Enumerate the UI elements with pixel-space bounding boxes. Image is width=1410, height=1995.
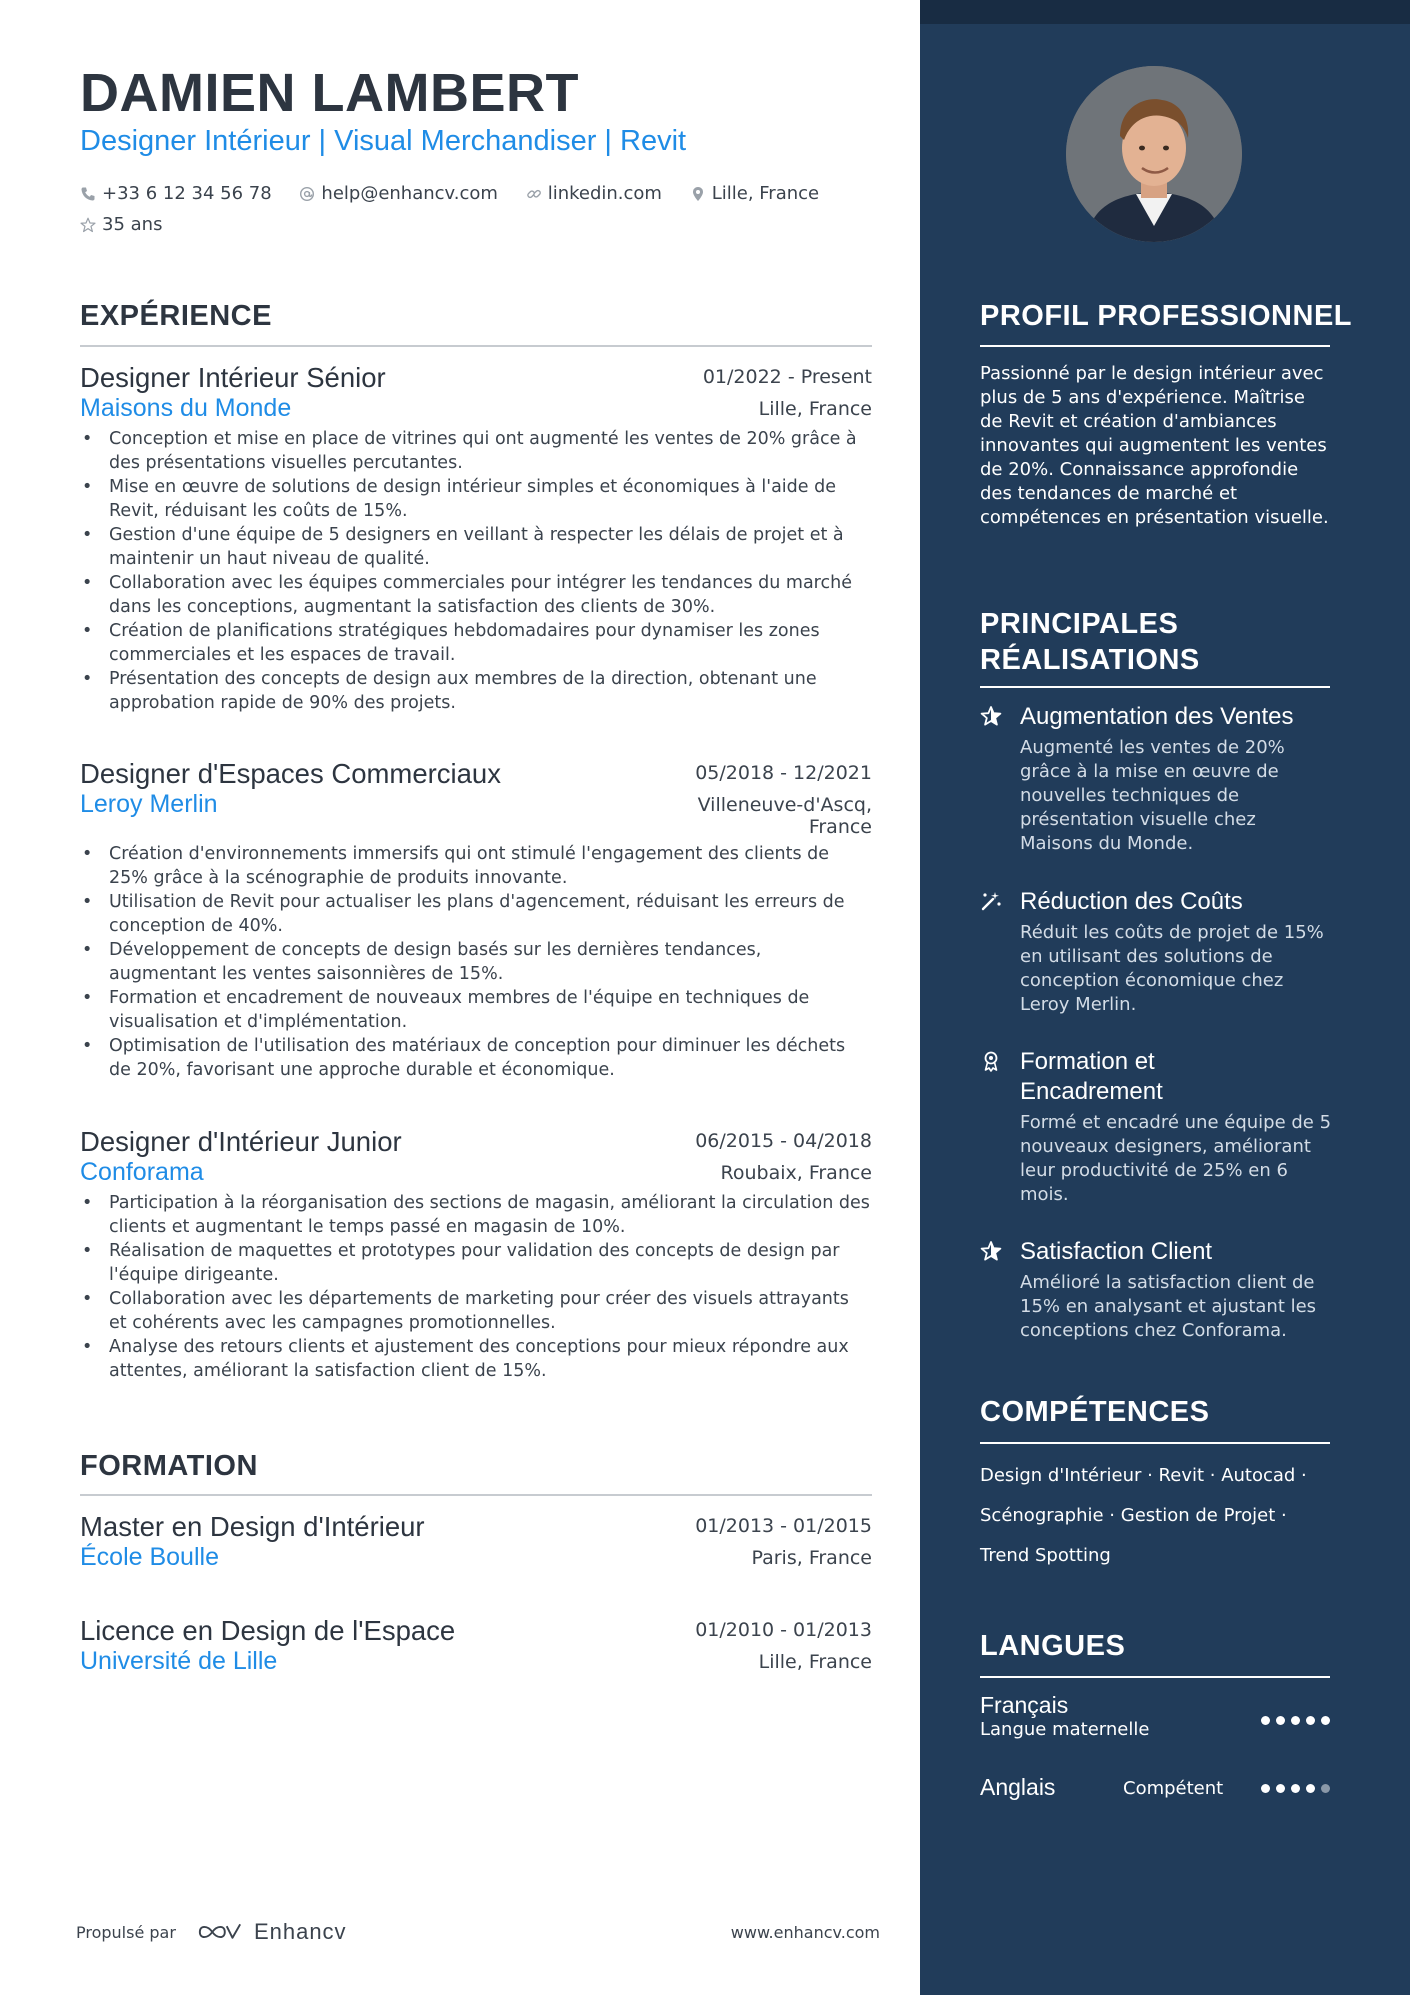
award-ribbon-icon [980, 1050, 1002, 1072]
phone-icon [80, 186, 96, 202]
languages-section-title: LANGUES [980, 1630, 1126, 1662]
powered-by[interactable] [76, 1919, 347, 1945]
rating-dot-empty [1321, 1784, 1330, 1793]
bullet: • Présentation des concepts de design aux membres de la direction, obtenant une approbation rapide de 90% des projets. [80, 667, 872, 715]
job-dates: 06/2015 - 04/2018 [695, 1130, 872, 1152]
bullet: • Développement de concepts de design basés sur les dernières tendances, augmentant les ventes saisonnières de 15%. [80, 938, 872, 986]
linkedin-text: linkedin.com [547, 183, 662, 204]
language-name: Français [980, 1692, 1069, 1718]
job-title: Designer d'Espaces Commerciaux [80, 758, 501, 789]
school-location: Lille, France [758, 1651, 872, 1673]
rating-dot-filled [1276, 1716, 1285, 1725]
achievement-item [980, 1237, 1332, 1343]
contact-linkedin[interactable] [526, 180, 662, 208]
bullet: • Mise en œuvre de solutions de design intérieur simples et économiques à l'aide de Revit, réduisant les coûts de 15%. [80, 475, 872, 523]
profile-summary: Passionné par le design intérieur avec plus de 5 ans d'expérience. Maîtrise de Revit et création d'ambiances innovantes qui augmentent les ventes de 20%. Connaissance approfondie des tendances de marché et compétences en présentation visuelle. [980, 363, 1329, 528]
experience-entry [80, 758, 872, 1082]
education-entry [80, 1511, 872, 1572]
rating-dot-filled [1306, 1716, 1315, 1725]
location-text: Lille, France [711, 183, 820, 204]
sidebar-top-bar [920, 0, 1410, 24]
achievements-section-title [980, 606, 1200, 678]
achievement-item [980, 702, 1332, 856]
achievement-title: Augmentation des Ventes [1020, 703, 1294, 730]
star-icon [980, 1240, 1002, 1262]
bullet: • Optimisation de l'utilisation des matériaux de conception pour diminuer les déchets de 20%, favorisant une approche durable et économique. [80, 1034, 872, 1082]
location-pin-icon [690, 186, 706, 202]
achievement-desc: Formé et encadré une équipe de 5 nouveaux designers, améliorant leur productivité de 25% en 6 mois. [1020, 1112, 1332, 1205]
company-name[interactable]: Leroy Merlin [80, 790, 218, 818]
skills-line: Trend Spotting [980, 1545, 1111, 1566]
phone-text: +33 6 12 34 56 78 [102, 183, 272, 204]
brand-name: Enhancv [253, 1919, 347, 1944]
degree-dates: 01/2013 - 01/2015 [695, 1515, 872, 1537]
bullet: • Utilisation de Revit pour actualiser les plans d'agencement, réduisant les erreurs de conception de 40%. [80, 890, 872, 938]
portrait-image [1066, 66, 1242, 242]
education-divider [80, 1494, 872, 1496]
achievement-item [980, 887, 1332, 1017]
contact-info [80, 180, 900, 242]
at-icon [299, 186, 315, 202]
job-location: Roubaix, France [720, 1162, 872, 1184]
link-icon [526, 186, 542, 202]
achievement-title-line2: Encadrement [1020, 1078, 1163, 1105]
powered-by-label: Propulsé par [76, 1922, 176, 1942]
experience-entry [80, 362, 872, 715]
education-section-title: FORMATION [80, 1450, 258, 1482]
company-name[interactable]: Maisons du Monde [80, 394, 292, 422]
contact-phone[interactable] [80, 180, 272, 208]
job-dates: 01/2022 - Present [702, 366, 872, 388]
rating-dot-filled [1321, 1716, 1330, 1725]
job-location-line2: France [808, 816, 872, 838]
age-text: 35 ans [102, 214, 163, 235]
star-icon [980, 705, 1002, 727]
achievement-desc: Réduit les coûts de projet de 15% en utilisant des solutions de conception économique chez Leroy Merlin. [1020, 922, 1324, 1015]
language-name: Anglais [980, 1774, 1056, 1800]
achievement-title [1020, 1047, 1332, 1107]
bullet: • Gestion d'une équipe de 5 designers en veillant à respecter les délais de projet et à maintenir un haut niveau de qualité. [80, 523, 872, 571]
rating-dot-filled [1291, 1716, 1300, 1725]
job-bullets [80, 842, 872, 1082]
rating-dot-filled [1291, 1784, 1300, 1793]
degree-dates: 01/2010 - 01/2013 [695, 1619, 872, 1641]
headline: Designer Intérieur | Visual Merchandiser | Revit [80, 125, 687, 157]
bullet: • Réalisation de maquettes et prototypes pour validation des concepts de design par l'équipe dirigeante. [80, 1239, 872, 1287]
achievement-desc: Amélioré la satisfaction client de 15% en analysant et ajustant les conceptions chez Conforama. [1020, 1272, 1317, 1341]
footer [76, 1912, 880, 1952]
school-location: Paris, France [751, 1547, 872, 1569]
job-title: Designer Intérieur Sénior [80, 362, 386, 393]
job-location: Lille, France [758, 398, 872, 420]
achievements-title-line2: RÉALISATIONS [980, 644, 1200, 676]
skills-section-title: COMPÉTENCES [980, 1396, 1210, 1428]
candidate-name: DAMIEN LAMBERT [80, 63, 579, 123]
languages-divider [980, 1676, 1330, 1678]
company-name[interactable]: Conforama [80, 1158, 204, 1186]
achievement-title: Réduction des Coûts [1020, 888, 1243, 915]
profile-divider [980, 345, 1330, 347]
education-entry [80, 1615, 872, 1676]
rating-dot-filled [1261, 1784, 1270, 1793]
experience-entry [80, 1126, 872, 1383]
achievements-title-line1: PRINCIPALES [980, 608, 1179, 640]
website-link[interactable]: www.enhancv.com [730, 1922, 880, 1942]
profile-section-title: PROFIL PROFESSIONNEL [980, 300, 1353, 332]
school-name[interactable]: Université de Lille [80, 1647, 278, 1675]
skills-divider [980, 1442, 1330, 1444]
profile-photo [1066, 66, 1242, 242]
bullet: • Création de planifications stratégiques hebdomadaires pour dynamiser les zones commerciales et les espaces de travail. [80, 619, 872, 667]
rating-dot-filled [1261, 1716, 1270, 1725]
bullet: • Collaboration avec les départements de marketing pour créer des visuels attrayants et cohérents avec les campagnes promotionnelles. [80, 1287, 872, 1335]
job-bullets [80, 427, 872, 715]
language-item [980, 1774, 1330, 1810]
school-name[interactable]: École Boulle [80, 1543, 219, 1571]
skills-line: Scénographie · Gestion de Projet · [980, 1505, 1287, 1526]
language-item [980, 1692, 1330, 1752]
contact-location [690, 180, 819, 208]
bullet: • Participation à la réorganisation des sections de magasin, améliorant la circulation des clients et augmentant le temps passé en magasin de 10%. [80, 1191, 872, 1239]
degree-title: Master en Design d'Intérieur [80, 1511, 425, 1542]
achievements-divider [980, 686, 1330, 688]
achievement-item [980, 1047, 1332, 1207]
contact-age [80, 211, 162, 239]
job-location [698, 790, 872, 838]
language-rating [1261, 1716, 1330, 1725]
experience-divider [80, 345, 872, 347]
rating-dot-filled [1306, 1784, 1315, 1793]
job-bullets [80, 1191, 872, 1383]
bullet: • Création d'environnements immersifs qui ont stimulé l'engagement des clients de 25% grâce à la scénographie de produits innovante. [80, 842, 872, 890]
degree-title: Licence en Design de l'Espace [80, 1615, 456, 1646]
bullet: • Analyse des retours clients et ajustement des conceptions pour mieux répondre aux attentes, améliorant la satisfaction client de 15%. [80, 1335, 872, 1383]
experience-section-title: EXPÉRIENCE [80, 300, 272, 332]
bullet: • Formation et encadrement de nouveaux membres de l'équipe en techniques de visualisation et d'implémentation. [80, 986, 872, 1034]
email-text: help@enhancv.com [321, 183, 498, 204]
enhancv-logo-icon [196, 1920, 244, 1944]
star-outline-icon [80, 217, 96, 233]
job-dates: 05/2018 - 12/2021 [695, 762, 872, 784]
language-rating [1261, 1784, 1330, 1793]
job-location-line1: Villeneuve-d'Ascq, [697, 794, 872, 816]
achievement-title-line1: Formation et [1020, 1048, 1155, 1075]
language-level: Langue maternelle [980, 1719, 1150, 1740]
job-title: Designer d'Intérieur Junior [80, 1126, 402, 1157]
language-level: Compétent [1123, 1778, 1224, 1799]
skills-line: Design d'Intérieur · Revit · Autocad · [980, 1465, 1307, 1486]
bullet: • Collaboration avec les équipes commerciales pour intégrer les tendances du marché dans les conceptions, augmentant la satisfaction des clients de 30%. [80, 571, 872, 619]
rating-dot-filled [1276, 1784, 1285, 1793]
contact-email[interactable] [299, 180, 498, 208]
magic-wand-icon [980, 890, 1002, 912]
skills-list [980, 1456, 1332, 1576]
bullet: • Conception et mise en place de vitrines qui ont augmenté les ventes de 20% grâce à des présentations visuelles percutantes. [80, 427, 872, 475]
achievement-title: Satisfaction Client [1020, 1238, 1213, 1265]
achievement-desc: Augmenté les ventes de 20% grâce à la mise en œuvre de nouvelles techniques de présentation visuelle chez Maisons du Monde. [1020, 737, 1285, 854]
